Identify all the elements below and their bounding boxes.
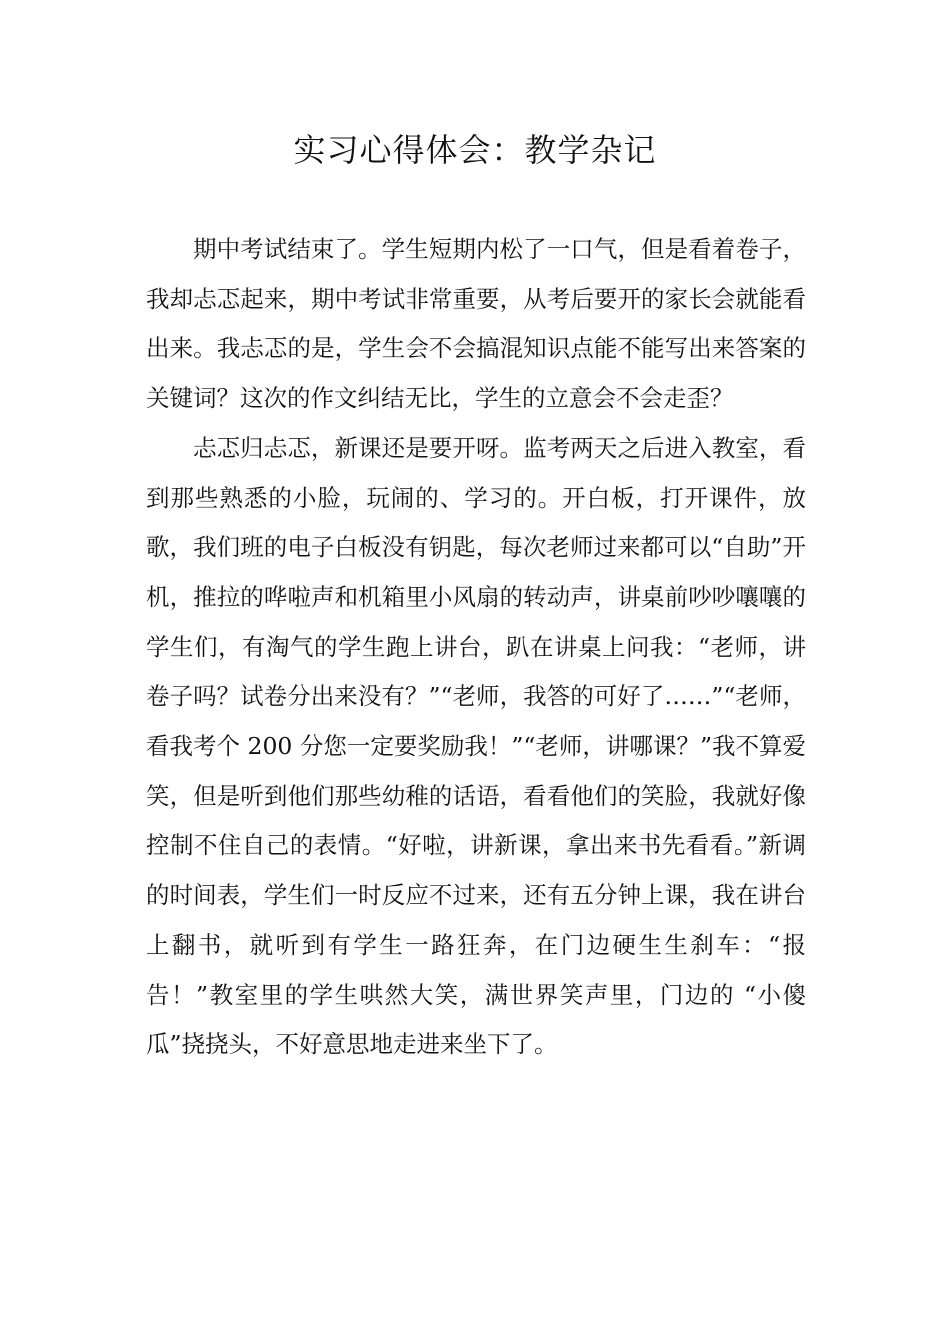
paragraph: 忐忑归忐忑，新课还是要开呀。监考两天之后进入教室，看到那些熟悉的小脸，玩闹的、学习的。开白板，打开课件，放歌，我们班的电子白板没有钥匙，每次老师过来都可以“自助”开机，推拉的哗啦声和机箱里小风扇的转动声，讲桌前吵吵嚷嚷的学生们，有淘气的学生跑上讲台，趴在讲桌上问我：“老师，讲卷子吗？试卷分出来没有？”“老师，我答的可好了……”“老师，看我考个 200 分您一定要奖励我！”“老师，讲哪课？”我不算爱笑，但是听到他们那些幼稚的话语，看看他们的笑脸，我就好像控制不住自己的表情。“好啦，讲新课，拿出来书先看看。”新调的时间表，学生们一时反应不过来，还有五分钟上课，我在讲台上翻书，就听到有学生一路狂奔，在门边硬生生刹车：“报告！”教室里的学生哄然大笑，满世界笑声里，门边的 “小傻瓜”挠挠头，不好意思地走进来坐下了。	[146, 433, 806, 1059]
document-body	[146, 225, 806, 1070]
document-title: 实习心得体会：教学杂记	[293, 131, 657, 169]
paragraph: 期中考试结束了。学生短期内松了一口气，但是看着卷子，我却忐忑起来，期中考试非常重要，从考后要开的家长会就能看出来。我忐忑的是，学生会不会搞混知识点能不能写出来答案的关键词？这次的作文纠结无比，学生的立意会不会走歪？	[146, 235, 806, 413]
